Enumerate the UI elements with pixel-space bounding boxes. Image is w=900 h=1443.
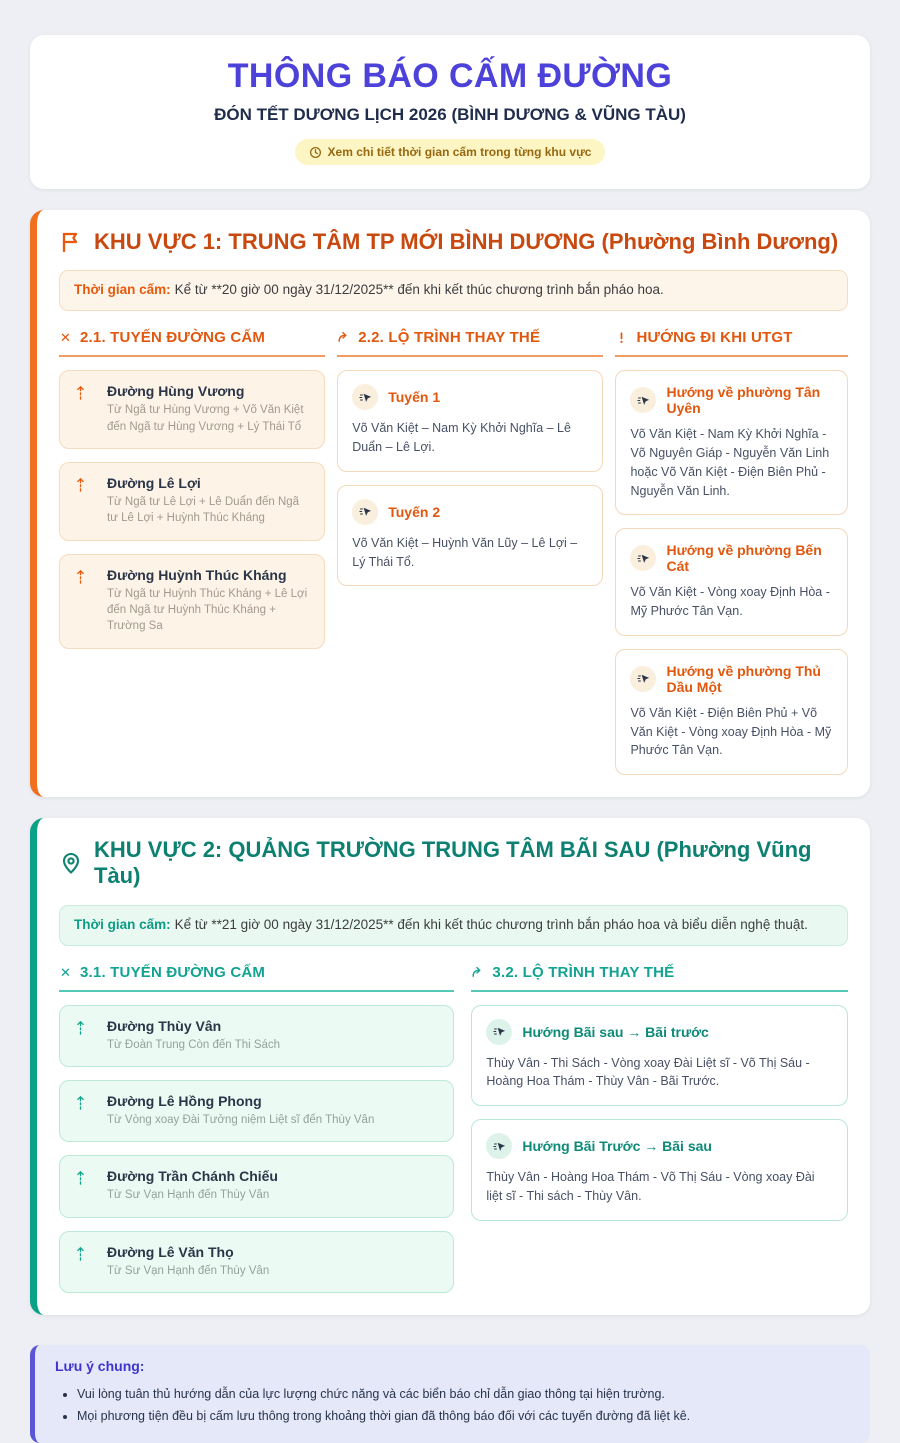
up-arrow-icon (75, 385, 86, 435)
navigation-icon (486, 1019, 512, 1045)
up-arrow-icon (75, 1170, 86, 1203)
direction-desc: Võ Văn Kiệt - Vòng xoay Định Hòa - Mỹ Phước Tân Vạn. (630, 585, 830, 619)
section-khu-vuc-1 (30, 210, 870, 797)
banned-road-card (59, 1155, 454, 1217)
banned-road-card (59, 462, 325, 541)
column-title: 2.2. LỘ TRÌNH THAY THẾ (358, 329, 541, 347)
column-title: HƯỚNG ĐI KHI UTGT (636, 329, 793, 347)
section2-title: KHU VỰC 2: QUẢNG TRƯỜNG TRUNG TÂM BÃI SAU (Phường Vũng Tàu) (94, 837, 812, 889)
clock-icon (309, 146, 322, 159)
time-label: Thời gian cấm: (74, 916, 171, 932)
column-header (59, 329, 325, 357)
page-title: THÔNG BÁO CẤM ĐƯỜNG (227, 57, 673, 95)
road-desc: Từ Sư Vạn Hạnh đến Thùy Vân (107, 1189, 270, 1202)
route-desc: Võ Văn Kiệt – Nam Kỳ Khởi Nghĩa – Lê Duẩn – Lê Lợi. (352, 421, 571, 455)
banned-road-card (59, 370, 325, 449)
x-icon: ✕ (59, 330, 72, 346)
direction-title: Hướng về phường Tân Uyên (666, 384, 821, 417)
route-desc: Thùy Vân - Thi Sách - Vòng xoay Đài Liệt sĩ - Võ Thị Sáu - Hoàng Hoa Thám - Thùy Vân - Bãi Trước. (486, 1055, 810, 1089)
navigation-icon (486, 1133, 512, 1159)
map-pin-icon (59, 851, 83, 875)
curved-arrow-icon (337, 331, 350, 344)
column-banned-roads-1 (59, 329, 325, 775)
navigation-icon (630, 666, 656, 692)
navigation-icon (352, 499, 378, 525)
road-desc: Từ Vòng xoay Đài Tưởng niệm Liệt sĩ đến Thùy Vân (107, 1114, 375, 1127)
road-name: Đường Lê Lợi (107, 474, 201, 491)
navigation-icon (352, 384, 378, 410)
road-name: Đường Lê Hồng Phong (107, 1093, 262, 1110)
time-text: Kể từ **21 giờ 00 ngày 31/12/2025** đến khi kết thúc chương trình bắn pháo hoa và biểu diễn nghệ thuật. (174, 916, 808, 932)
section1-title: KHU VỰC 1: TRUNG TÂM TP MỚI BÌNH DƯƠNG (Phường Bình Dương) (94, 229, 839, 254)
road-desc: Từ Đoàn Trung Còn đến Thi Sách (107, 1038, 281, 1051)
exclamation-icon (615, 331, 628, 344)
road-name: Đường Hùng Vương (107, 383, 245, 400)
general-notes (30, 1345, 870, 1443)
flag-icon (59, 230, 83, 254)
route-title: Hướng Bãi Trước → Bãi sau (522, 1138, 712, 1155)
section2-columns (59, 964, 848, 1293)
direction-desc: Võ Văn Kiệt - Nam Kỳ Khởi Nghĩa - Võ Nguyên Giáp - Nguyễn Văn Linh hoặc Võ Văn Kiệt - Điện Biên Phủ - Nguyễn Văn Linh. (630, 427, 830, 498)
direction-card (615, 370, 848, 515)
direction-title: Hướng về phường Bến Cát (666, 542, 822, 575)
column-header (615, 329, 848, 357)
road-desc: Từ Sư Vạn Hạnh đến Thùy Vân (107, 1264, 270, 1277)
column-banned-roads-2 (59, 964, 454, 1293)
direction-desc: Võ Văn Kiệt - Điện Biên Phủ + Võ Văn Kiệt - Vòng xoay Định Hòa - Mỹ Phước Tân Vạn. (630, 705, 832, 758)
header-card (30, 35, 870, 189)
route-card (471, 1119, 848, 1221)
road-desc: Từ Ngã tư Huỳnh Thúc Kháng + Lê Lợi đến Ngã tư Huỳnh Thúc Kháng + Trường Sa (107, 587, 308, 633)
notes-list (55, 1383, 850, 1428)
section1-time-box (59, 270, 848, 311)
section-khu-vuc-2 (30, 818, 870, 1315)
road-name: Đường Huỳnh Thúc Kháng (107, 566, 287, 583)
column-header (59, 964, 454, 992)
curved-arrow-icon (471, 966, 484, 979)
direction-card (615, 649, 848, 775)
up-arrow-icon (75, 569, 86, 635)
column-header (337, 329, 603, 357)
column-alt-routes-1 (337, 329, 603, 775)
badge-label: Xem chi tiết thời gian cấm trong từng khu vực (327, 145, 592, 159)
navigation-icon (630, 387, 656, 413)
banned-road-card (59, 1005, 454, 1067)
time-text: Kể từ **20 giờ 00 ngày 31/12/2025** đến khi kết thúc chương trình bắn pháo hoa. (174, 282, 664, 298)
direction-card (615, 528, 848, 636)
time-detail-badge[interactable] (295, 139, 606, 165)
route-title: Tuyến 2 (388, 503, 441, 520)
column-title: 3.1. TUYẾN ĐƯỜNG CẤM (80, 963, 266, 981)
column-header (471, 964, 848, 992)
time-label: Thời gian cấm: (74, 282, 171, 298)
note-item: • Vui lòng tuân thủ hướng dẫn của lực lượng chức năng và các biển báo chỉ dẫn giao thông tại hiện trường. (77, 1383, 850, 1405)
section1-columns (59, 329, 848, 775)
note-item: • Mọi phương tiện đều bị cấm lưu thông trong khoảng thời gian đã thông báo đối với các tuyến đường đã liệt kê. (77, 1405, 850, 1427)
route-desc: Thùy Vân - Hoàng Hoa Thám - Võ Thị Sáu - Vòng xoay Đài liệt sĩ - Thi sách - Thùy Vân. (486, 1170, 815, 1203)
road-name: Đường Lê Văn Thọ (107, 1243, 234, 1260)
section2-header (59, 837, 848, 890)
banned-road-card (59, 1231, 454, 1293)
column-utgt-directions (615, 329, 848, 775)
route-title: Hướng Bãi sau → Bãi trước (522, 1023, 709, 1040)
route-card (337, 485, 603, 587)
road-name: Đường Trần Chánh Chiếu (107, 1168, 278, 1185)
banned-road-card (59, 1080, 454, 1142)
route-card (337, 370, 603, 472)
x-icon: ✕ (59, 964, 72, 980)
route-card (471, 1005, 848, 1107)
banned-road-card (59, 554, 325, 649)
section1-header (59, 229, 848, 255)
section2-time-box (59, 905, 848, 946)
column-alt-routes-2 (471, 964, 848, 1293)
page-subtitle: ĐÓN TẾT DƯƠNG LỊCH 2026 (BÌNH DƯƠNG & VŨNG TÀU) (214, 105, 686, 124)
column-title: 2.1. TUYẾN ĐƯỜNG CẤM (80, 329, 266, 347)
road-name: Đường Thùy Vân (107, 1017, 222, 1034)
up-arrow-icon (75, 1095, 86, 1128)
up-arrow-icon (75, 1020, 86, 1053)
road-desc: Từ Ngã tư Hùng Vương + Võ Văn Kiệt đến Ngã tư Hùng Vương + Lý Thái Tổ (107, 404, 304, 433)
direction-title: Hướng về phường Thủ Dầu Một (666, 662, 821, 695)
up-arrow-icon (75, 1246, 86, 1279)
column-title: 3.2. LỘ TRÌNH THAY THẾ (492, 963, 675, 981)
route-desc: Võ Văn Kiệt – Huỳnh Văn Lũy – Lê Lợi – Lý Thái Tổ. (352, 535, 578, 569)
navigation-icon (630, 545, 656, 571)
road-desc: Từ Ngã tư Lê Lợi + Lê Duẩn đến Ngã tư Lê Lợi + Huỳnh Thúc Kháng (107, 495, 300, 525)
up-arrow-icon (75, 477, 86, 527)
route-title: Tuyến 1 (388, 389, 441, 406)
notes-title: Lưu ý chung: (55, 1358, 145, 1375)
